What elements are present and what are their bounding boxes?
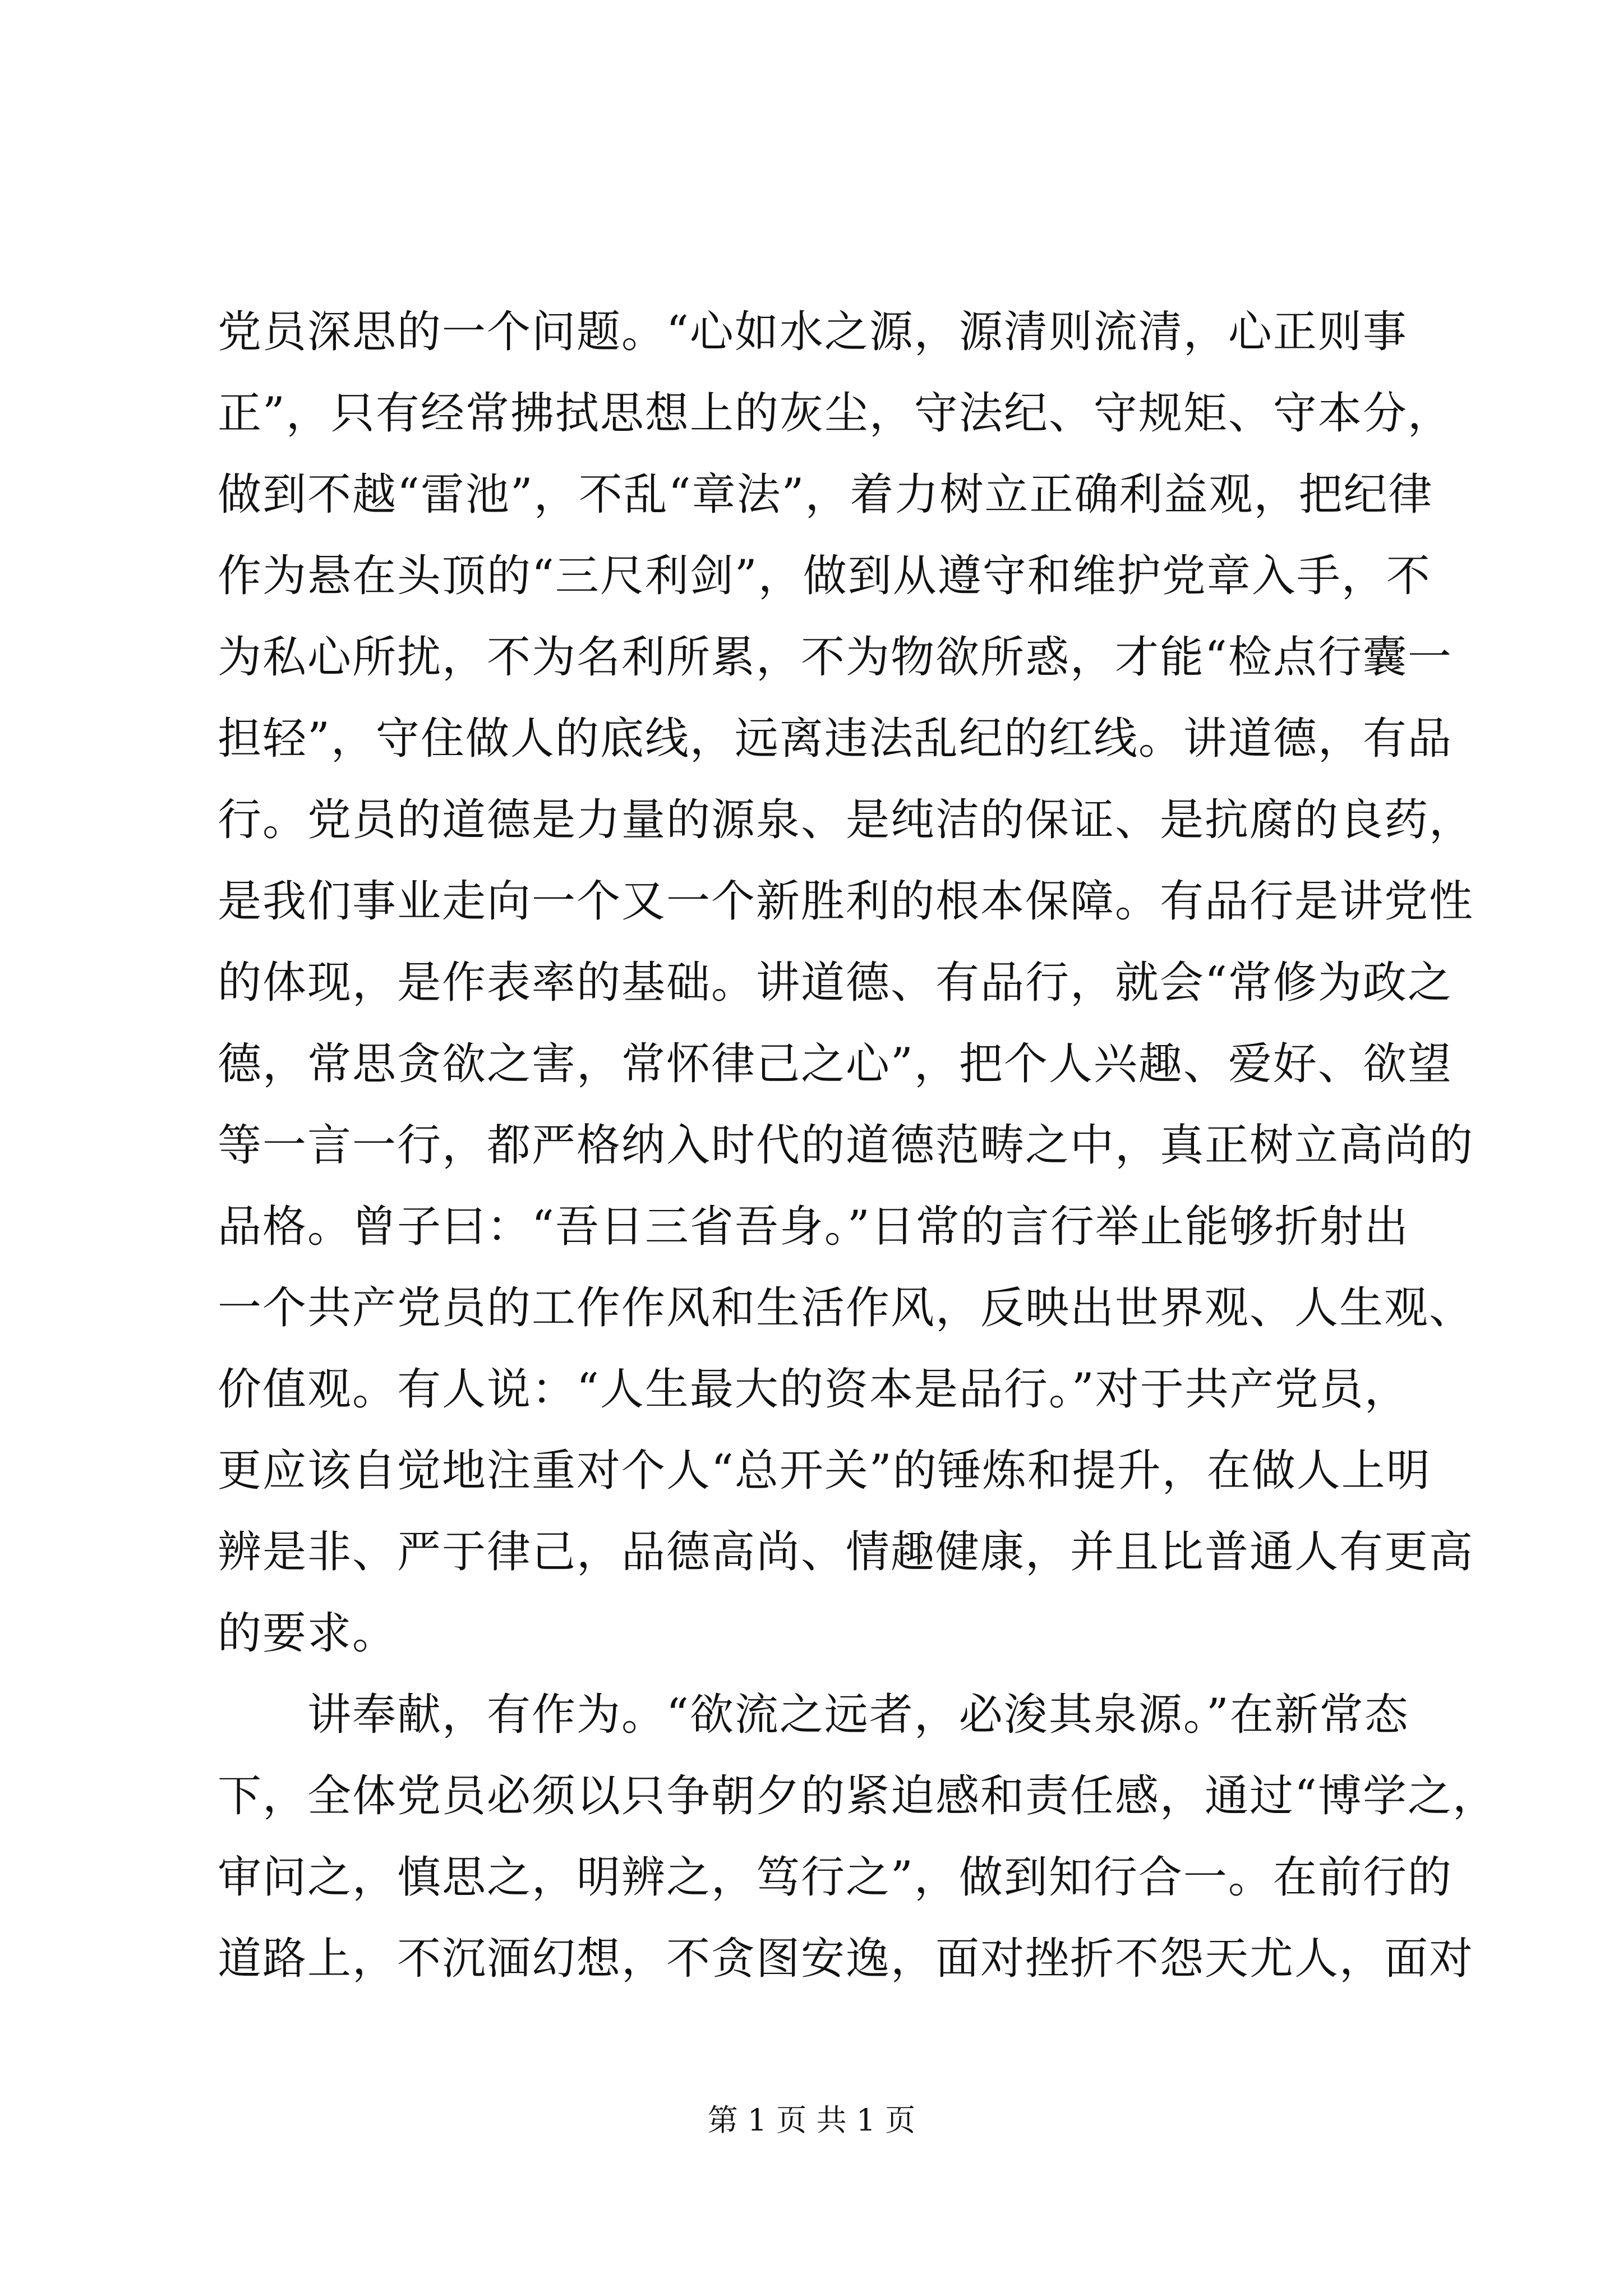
text-line: 做到不越“雷池”，不乱“章法”，着力树立正确利益观，把纪律: [218, 470, 1433, 520]
text-line: 是我们事业走向一个又一个新胜利的根本保障。有品行是讲党性: [218, 876, 1474, 927]
text-line: 价值观。有人说：“人生最大的资本是品行。”对于共产党员，: [218, 1364, 1409, 1415]
text-line: 党员深思的一个问题。“心如水之源，源清则流清，心正则事: [218, 307, 1408, 357]
text-line: 为私心所扰，不为名利所累，不为物欲所惑，才能“检点行囊一: [218, 632, 1453, 683]
body-text: [218, 292, 1497, 2000]
text-line: 的要求。: [218, 1608, 398, 1659]
text-line: 讲奉献，有作为。“欲流之远者，必浚其泉源。”在新常态: [218, 1690, 1409, 1740]
text-line: 德，常思贪欲之害，常怀律己之心”，把个人兴趣、爱好、欲望: [218, 1039, 1453, 1089]
page-number-label: 第 1 页 共 1 页: [707, 2102, 916, 2138]
text-line: 辨是非、严于律己，品德高尚、情趣健康，并且比普通人有更高: [218, 1527, 1474, 1577]
text-line: 审问之，慎思之，明辨之，笃行之”，做到知行合一。在前行的: [218, 1852, 1453, 1903]
text-line: 下，全体党员必须以只争朝夕的紧迫感和责任感，通过“博学之，: [218, 1771, 1497, 1821]
page-footer: [0, 2101, 1623, 2140]
text-line: 更应该自觉地注重对个人“总开关”的锤炼和提升，在做人上明: [218, 1446, 1431, 1496]
text-line: 品格。曾子曰：“吾日三省吾身。”日常的言行举止能够折射出: [218, 1202, 1409, 1252]
text-line: 行。党员的道德是力量的源泉、是纯洁的保证、是抗腐的良药，: [218, 795, 1474, 845]
text-line: 一个共产党员的工作作风和生活作风，反映出世界观、人生观、: [218, 1283, 1474, 1333]
text-line: 的体现，是作表率的基础。讲道德、有品行，就会“常修为政之: [218, 958, 1453, 1008]
text-line: 担轻”，守住做人的底线，远离违法乱纪的红线。讲道德，有品: [218, 714, 1453, 764]
text-line: 作为悬在头顶的“三尺利剑”，做到从遵守和维护党章入手，不: [218, 551, 1431, 601]
text-line: 道路上，不沉湎幻想，不贪图安逸，面对挫折不怨天尤人，面对: [218, 1934, 1474, 1984]
text-line: 等一言一行，都严格纳入时代的道德范畴之中，真正树立高尚的: [218, 1120, 1474, 1171]
text-line: 正”，只有经常拂拭思想上的灰尘，守法纪、守规矩、守本分，: [218, 388, 1453, 439]
